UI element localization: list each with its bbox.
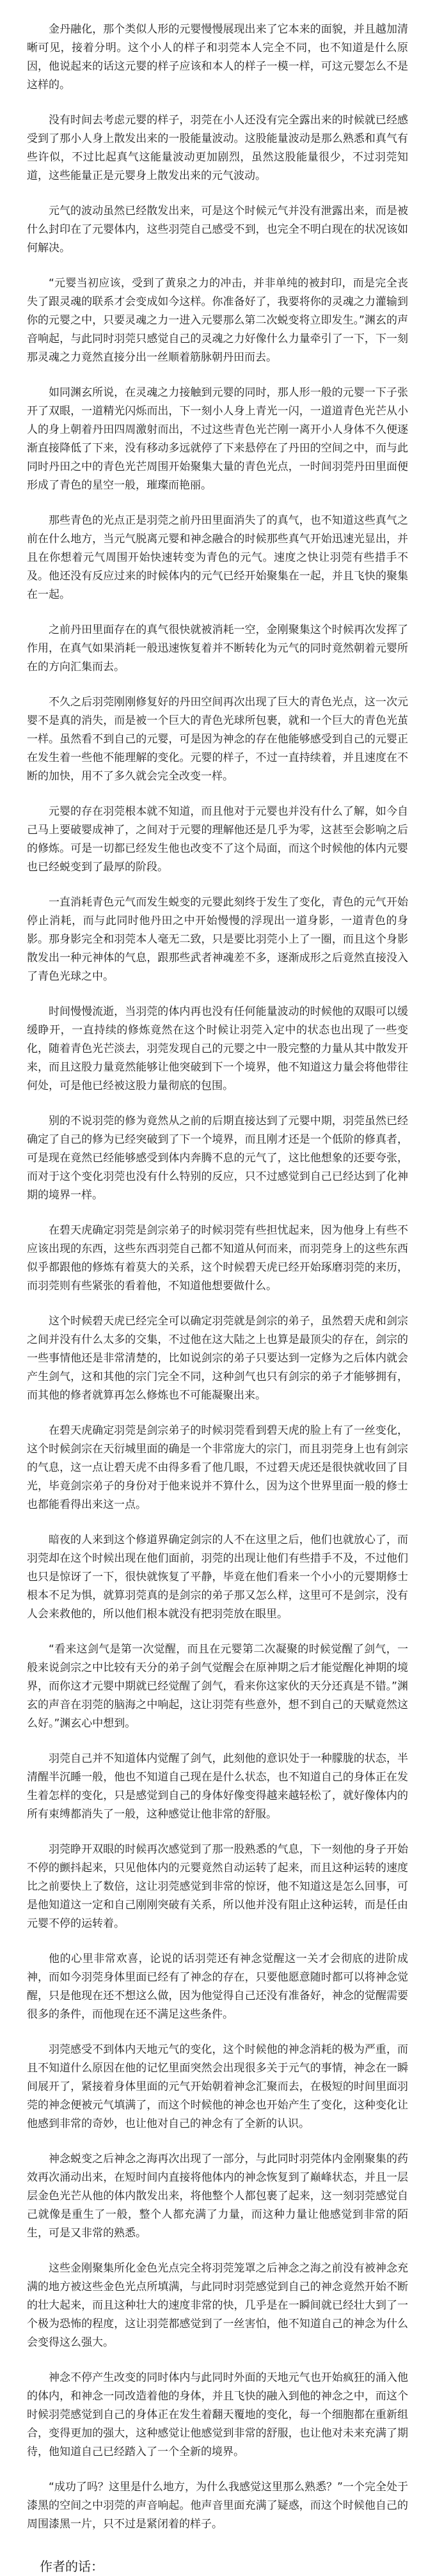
paragraph: 之前丹田里面存在的真气很快就被消耗一空，金刚聚集这个时候再次发挥了作用，在真气如果消耗一般迅速恢复着并不断转化为元气的同时竟然朝着元婴所在的方向汇集而去。 [27, 624, 408, 673]
paragraph: 如同渊玄所说，在灵魂之力接触到元婴的同时，那人形一般的元婴一下子张开了双眼，一道精光闪烁而出，下一刻小人身上青光一闪，一道道青色光芒从小人的身上朝着丹田四周激射而出，不过这些青色光芒刚一离开小人身体不久便逐渐直接降低了下来，没有移动多远就停了下来悬停在了丹田的空间之中，而与此同时丹田之中的青色光芒周围开始聚集大量的青色光点，一时间羽莞丹田里面便形成了青色的星空一般，璀璨而艳丽。 [27, 386, 408, 492]
paragraph: 金丹融化，那个类似人形的元婴慢慢展现出来了它本来的面貌，并且越加清晰可见，接着分明。这个小人的样子和羽莞本人完全不同，也不知道是什么原因，他说起来的话这元婴的样子应该和本人的样子一模一样，可这元婴怎么不是这样的。 [27, 23, 408, 91]
paragraph: 羽莞睁开双眼的时候再次感觉到了那一股熟悉的气息，下一刻他的身子开始不停的颤抖起来，只见他体内的元婴竟然自动运转了起来，而且这种运转的速度比之前要快上了数倍，这让羽莞感觉到非常的惊讶，他不知道这是怎么回事，可是他知道这一定和自己刚刚突破有关系，所以他并没有阻止这种运转，而是任由元婴不停的运转着。 [27, 1843, 408, 1930]
paragraph: 暗夜的人来到这个修道界确定剑宗的人不在这里之后，他们也就放心了，而羽莞却在这个时候出现在他们面前，羽莞的出现让他们有些措手不及，不过他们也只是惊讶了一下，很快就恢复了平静，毕竟在他们看来一个小小的元婴期修士根本不足为惧，就算羽莞真的是剑宗的弟子那又怎么样，这里可不是剑宗，没有人会来救他的，所以他们根本就没有把羽莞放在眼里。 [27, 1534, 408, 1621]
paragraph: 神念不停产生改变的同时体内与此同时外面的天地元气也开始疯狂的涌入他的体内，和神念一同改造着他的身体，并且飞快的融入到他的神念之中，而这个时候羽莞感觉到自己的身体正在发生着翻天覆地的变化，每一个细胞都在重新组合，变得更加的强大，这种感觉让他感觉到非常的舒服，也让他对未来充满了期待，他知道自己已经踏入了一个全新的境界。 [27, 2371, 408, 2458]
paragraph: 元婴的存在羽莞根本就不知道，而且他对于元婴也并没有什么了解，如今自己马上要破婴成神了，之间对于元婴的理解他还是几乎为零，这甚至会影响之后的修炼。可是一切都已经发生他也改变不了这个局面，而这个时候他的体内元婴也已经蜕变到了最厚的阶段。 [27, 805, 408, 874]
paragraph: 这个时候碧天虎已经完全可以确定羽莞就是剑宗的弟子，虽然碧天虎和剑宗之间并没有什么太多的交集，不过他在这大陆之上也算是最顶尖的存在，剑宗的一些事情他还是非常清楚的，比如说剑宗的弟子只要达到一定修为之后体内就会产生剑气，这和其他的宗门完全不同，这种剑气也只有剑宗的弟子才能够拥有，而其他的修者就算再怎么修炼也不可能凝聚出来。 [27, 1315, 408, 1402]
paragraph: 在碧天虎确定羽莞是剑宗弟子的时候羽莞看到碧天虎的脸上有了一丝变化，这个时候剑宗在天衍城里面的确是一个非常庞大的宗门，而且羽莞身上也有剑宗的气息，这一点让碧天虎不由得多看了他几眼，不过碧天虎还是很快就收回了目光，毕竟剑宗弟子的身份对于他来说并不算什么，因为这个世界里面一般的修士也都能看得出来这一点。 [27, 1424, 408, 1511]
paragraph: 不久之后羽莞刚刚修复好的丹田空间再次出现了巨大的青色光点，这一次元婴不是真的消失，而是被一个巨大的青色光球所包裹，就和一个巨大的青色光茧一样。虽然看不到自己的元婴，可是因为神念的存在他能够感受到自己的元婴正在发生着一些他不能理解的变化。元婴的样子，不过一直持续着，并且速度在不断的加快，用不了多久就会完全改变一样。 [27, 696, 408, 783]
paragraph: “看来这剑气是第一次觉醒，而且在元婴第二次凝聚的时候觉醒了剑气，一般来说剑宗之中比较有天分的弟子剑气觉醒会在原神期之后才能觉醒化神期的境界，而你这才元婴中期就已经觉醒了剑气，看来你这家伙的天分还真是不错。”渊玄的声音在羽莞的脑海之中响起，这让羽莞有些意外，想不到自己的天赋竟然这么好。”渊玄心中想到。 [27, 1643, 408, 1730]
paragraph: “元婴当初应该，受到了黄泉之力的冲击，并非单纯的被封印，而是完全丧失了跟灵魂的联系才会变成如今这样。你准备好了，我要将你的灵魂之力灌输到你的元婴之中，只要灵魂之力一进入元婴那么第二次蜕变将立即发生。”渊玄的声音响起，与此同时羽莞只感觉自己的灵魂之力好像什么力量牵引了一下，下一刻那灵魂之力竟然直接分出一丝顺着筋脉朝丹田而去。 [27, 277, 408, 364]
paragraph: 在碧天虎确定羽莞是剑宗弟子的时候羽莞有些担忧起来，因为他身上有些不应该出现的东西，这些东西羽莞自己都不知道从何而来，而羽莞身上的这些东西似乎都跟他的修炼有着莫大的关系，这个时候碧天虎已经开始琢磨羽莞的来历，而羽莞则有些紧张的看着他，不知道他想要做什么。 [27, 1224, 408, 1292]
paragraph: 没有时间去考虑元婴的样子，羽莞在小人还没有完全露出来的时候就已经感受到了那小人身上散发出来的一股能量波动。这股能量波动是那么熟悉和真气有些许似，不过比起真气这能量波动更加剧烈，虽然这股能量很少，不过羽莞知道，这些能量正是元婴身上散发出来的元气波动。 [27, 114, 408, 182]
chapter-body [27, 20, 408, 2550]
paragraph: 元气的波动虽然已经散发出来，可是这个时候元气并没有泄露出来，而是被什么封印在了元婴体内，这些羽莞自己感受不到，也完全不明白现在的状况该如何解决。 [27, 205, 408, 255]
paragraph: 神念蜕变之后神念之海再次出现了一部分，与此同时羽莞体内金刚聚集的药效再次涌动出来，在短时间内直接将他体内的神念恢复到了巅峰状态，并且一层层金色光芒从他的体内散发出来，将他整个人都包裹了起来，这一刻羽莞感觉自己就像是重生了一般，整个人都充满了力量，而这种力量让他感觉到非常的陌生，可是又非常的熟悉。 [27, 2153, 408, 2240]
author-note-heading: 作者的话： [40, 2559, 104, 2574]
paragraph: “成功了吗？这里是什么地方，为什么我感觉这里那么熟悉？”一个完全处于漆黑的空间之中羽莞的声音响起。他声音里面充满了疑惑，而这个时候他自己的周围漆黑一片，只不过是紧闭着的样子。 [27, 2481, 408, 2531]
paragraph: 这些金刚聚集所化金色光点完全将羽莞笼罩之后神念之海之前没有被神念充满的地方被这些金色光点所填满，与此同时羽莞感觉到自己的神念竟然开始不断的壮大起来，而且这种壮大的速度非常的快，几乎是在一瞬间就已经壮大到了一个极为恐怖的程度，这让羽莞都感觉到了一丝害怕，他不知道自己的神念为什么会变得这么强大。 [27, 2262, 408, 2349]
paragraph: 羽莞感受不到体内天地元气的变化，这个时候他的神念消耗的极为严重，而且不知道什么原因在他的记忆里面突然会出现很多关于元气的事情，神念在一瞬间展开了，紧接着身体里面的元气开始朝着神念汇聚而去，在极短的时间里面羽莞的神念便被元气填满了，而这个时候他的神念也开始产生了变化，这种变化让他感到非常的奇妙，也让他对自己的神念有了全新的认识。 [27, 2043, 408, 2130]
paragraph: 别的不说羽莞的修为竟然从之前的后期直接达到了元婴中期，羽莞虽然已经确定了自己的修为已经突破到了下一个境界，而且刚才还是一个低阶的修真者，可是现在竟然已经能够感受到体内奔腾不息的元气了，这比他想象的还要夸张，而对于这个变化羽莞也没有什么特别的反应，只不过感觉到自己已经达到了化神期的境界一样。 [27, 1115, 408, 1202]
paragraph: 时间慢慢流逝，当羽莞的体内再也没有任何能量波动的时候他的双眼可以缓缓睁开，一直持续的修炼竟然在这个时候让羽莞入定中的状态也出现了一些变化，随着青色光芒淡去，羽莞发现自己的元婴之中一股完整的力量从其中散发开来，而且这股力量竟然能够让他突破到下一个境界，他不知道这力量会将他带往何处，可是他已经被这股力量彻底的包围。 [27, 1005, 408, 1092]
paragraph: 他的心里非常欢喜，论说的话羽莞还有神念觉醒这一关才会彻底的进阶成神，而如今羽莞身体里面已经有了神念的存在，只要他愿意随时都可以将神念觉醒，只是他现在还不想这么做，因为他觉得自己还没有准备好，神念的觉醒需要很多的条件，而他现在还不满足这些条件。 [27, 1952, 408, 2021]
paragraph: 那些青色的光点正是羽莞之前丹田里面消失了的真气，也不知道这些真气之前在什么地方，当元气脱离元婴和神念融合的时候那些真气开始迅速光显出，并且在你想着元气周围开始快速转变为青色的元气。速度之快让羽莞有些措手不及。他还没有反应过来的时候体内的元气已经开始聚集在一起，并且飞快的聚集在一起。 [27, 514, 408, 601]
paragraph: 一直消耗青色元气而发生蜕变的元婴此刻终于发生了变化，青色的元气开始停止消耗，而与此同时他丹田之中开始慢慢的浮现出一道身影，一道青色的身影。那身影完全和羽莞本人毫无二致，只是要比羽莞小上了一圈，而且这个身影散发出一种元神体的气息，跟那些武者神魂差不多，逐渐成形之后竟然直接没入了青色光球之中。 [27, 896, 408, 983]
paragraph: 羽莞自己并不知道体内觉醒了剑气，此刻他的意识处于一种朦胧的状态，半清醒半沉睡一般，他也不知道自己现在是什么状态，也不知道自己的身体正在发生着怎样的变化，只是感觉到自己的身体好像变得越来越轻松了，就好像体内的所有束缚都消失了一般，这种感觉让他非常的舒服。 [27, 1752, 408, 1821]
